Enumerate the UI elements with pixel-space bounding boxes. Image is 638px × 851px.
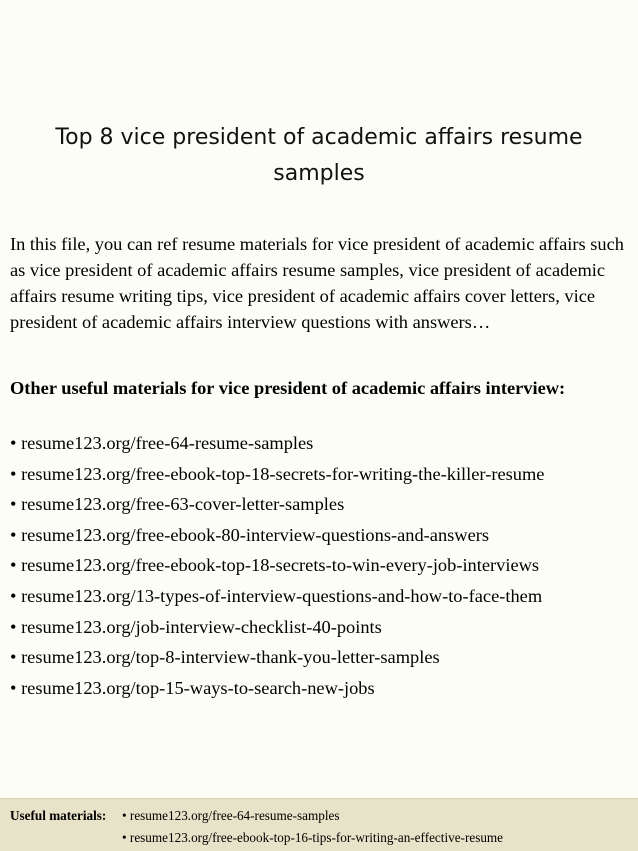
list-item xyxy=(10,550,638,581)
list-item xyxy=(10,642,638,673)
bullet: • xyxy=(10,463,17,484)
resource-link[interactable]: resume123.org/13-types-of-interview-questions-and-how-to-face-them xyxy=(21,585,543,606)
resource-link[interactable]: resume123.org/free-63-cover-letter-samples xyxy=(21,494,345,515)
bullet: • xyxy=(10,647,17,668)
resource-link[interactable]: resume123.org/free-ebook-top-18-secrets-for-writing-the-killer-resume xyxy=(21,463,545,484)
list-item xyxy=(122,805,503,827)
list-item xyxy=(10,428,638,459)
footer-label: Useful materials: xyxy=(10,808,107,823)
intro-paragraph: In this file, you can ref resume materials for vice president of academic affairs such as vice president of academic affairs resume samples, vice president of academic affairs resume writing tips, vice president of academic affairs cover letters, vice president of academic affairs interview questions with answers… xyxy=(10,234,624,332)
bullet: • xyxy=(10,585,17,606)
list-item xyxy=(10,520,638,551)
bullet: • xyxy=(10,555,17,576)
list-item xyxy=(122,827,503,849)
useful-materials-list xyxy=(10,428,638,703)
footer-links xyxy=(122,805,503,849)
bullet: • xyxy=(10,433,17,453)
resource-link[interactable]: resume123.org/top-15-ways-to-search-new-jobs xyxy=(21,677,375,698)
footer-bar xyxy=(0,798,638,851)
resource-link[interactable]: resume123.org/top-8-interview-thank-you-letter-samples xyxy=(21,647,440,668)
resource-link[interactable]: resume123.org/free-64-resume-samples xyxy=(21,433,314,453)
list-item xyxy=(10,581,638,612)
list-item xyxy=(10,612,638,643)
resource-link[interactable]: resume123.org/free-ebook-top-18-secrets-to-win-every-job-interviews xyxy=(21,555,540,576)
footer-link[interactable]: resume123.org/free-ebook-top-16-tips-for-writing-an-effective-resume xyxy=(129,830,504,845)
useful-materials-heading: Other useful materials for vice president of academic affairs interview: xyxy=(10,378,566,398)
resource-link[interactable]: resume123.org/free-ebook-80-interview-questions-and-answers xyxy=(21,524,490,545)
bullet: • xyxy=(122,830,127,845)
bullet: • xyxy=(10,494,17,515)
list-item xyxy=(10,459,638,490)
bullet: • xyxy=(10,524,17,545)
page-title: Top 8 vice president of academic affairs resume samples xyxy=(55,125,583,186)
bullet: • xyxy=(10,677,17,698)
list-item xyxy=(10,673,638,704)
resource-link[interactable]: resume123.org/job-interview-checklist-40-points xyxy=(21,616,382,637)
bullet: • xyxy=(10,616,17,637)
list-item xyxy=(10,489,638,520)
bullet: • xyxy=(122,808,127,823)
footer-link[interactable]: resume123.org/free-64-resume-samples xyxy=(129,808,340,823)
